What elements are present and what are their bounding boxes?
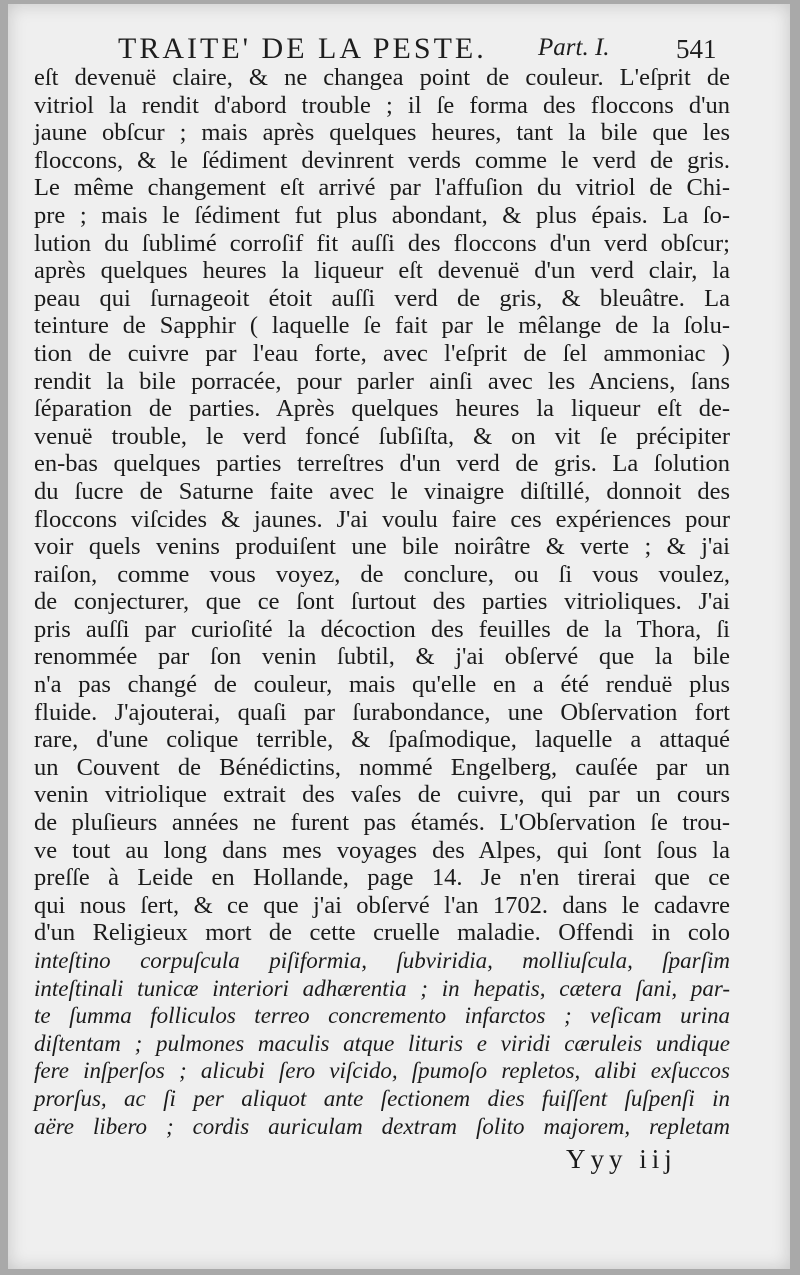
- text-line: pris auſſi par curioſité la décoction des feuilles de la Thora, ſi: [34, 615, 730, 643]
- running-title: TRAITE' DE LA PESTE.: [118, 32, 487, 65]
- text-line: n'a pas changé de couleur, mais qu'elle en a été renduë plus: [34, 671, 730, 699]
- text-line: renommée par ſon venin ſubtil, & j'ai obſervé que la bile: [34, 643, 730, 671]
- text-line: eſt devenuë claire, & ne changea point de couleur. L'eſprit de: [34, 64, 730, 91]
- text-line: fere inſperſos ; alicubi ſero viſcido, ſpumoſo repletos, alibi exſuccos: [34, 1058, 730, 1084]
- text-line: preſſe à Leide en Hollande, page 14. Je n'en tirerai que ce: [34, 864, 730, 892]
- text-line: vitriol la rendit d'abord trouble ; il ſe forma des floccons d'un: [34, 91, 730, 119]
- text-line: lution du ſublimé corroſif fit auſſi des floccons d'un verd obſcur;: [34, 229, 730, 257]
- text-line: un Couvent de Bénédictins, nommé Engelberg, cauſée par un: [34, 753, 730, 781]
- text-line: de pluſieurs années ne furent pas étamés. L'Obſervation ſe trou-: [34, 809, 730, 837]
- text-line: fluide. J'ajouterai, quaſi par ſurabondance, une Obſervation fort: [34, 698, 730, 726]
- text-line: teinture de Sapphir ( laquelle ſe fait par le mêlange de la ſolu-: [34, 312, 730, 340]
- text-line: inteſtino corpuſcula piſiformia, ſubviridia, molliuſcula, ſparſim: [34, 948, 730, 973]
- text-line: floccons, & le ſédiment devinrent verds comme le verd de gris.: [34, 146, 730, 174]
- text-line: venin vitriolique extrait des vaſes de cuivre, qui par un cours: [34, 781, 730, 809]
- book-page: [8, 4, 790, 1269]
- text-line: d'un Religieux mort de cette cruelle maladie. Offendi in colo: [34, 919, 730, 947]
- text-line: raiſon, comme vous voyez, de conclure, ou ſi vous voulez,: [34, 560, 730, 588]
- text-line: diſtentam ; pulmones maculis atque lituris e viridi cæruleis undique: [34, 1030, 730, 1056]
- page-number: 541: [676, 34, 717, 64]
- body-text: [34, 64, 730, 1140]
- text-line: rendit la bile porracée, pour parler ainſi avec les Anciens, ſans: [34, 367, 730, 395]
- text-line: qui nous ſert, & ce que j'ai obſervé l'an 1702. dans le cadavre: [34, 891, 730, 919]
- text-line: Le même changement eſt arrivé par l'affuſion du vitriol de Chi-: [34, 174, 730, 202]
- text-line: ſéparation de parties. Après quelques heures la liqueur eſt de-: [34, 395, 730, 423]
- text-line: floccons viſcides & jaunes. J'ai voulu faire ces expériences pour: [34, 505, 730, 533]
- text-line: peau qui ſurnageoit étoit auſſi verd de gris, & bleuâtre. La: [34, 284, 730, 312]
- text-line: voir quels venins produiſent une bile noirâtre & verte ; & j'ai: [34, 533, 730, 561]
- signature-mark: Yyy iij: [566, 1144, 677, 1174]
- text-line: venuë trouble, le verd foncé ſubſiſta, & on vit ſe précipiter: [34, 422, 730, 450]
- text-line: rare, d'une colique terrible, & ſpaſmodique, laquelle a attaqué: [34, 726, 730, 754]
- part-label: Part. I.: [538, 34, 610, 61]
- text-line: inteſtinali tunicæ interiori adhærentia ; in hepatis, cætera ſani, par-: [34, 975, 730, 1001]
- text-line: du ſucre de Saturne faite avec le vinaigre diſtillé, donnoit des: [34, 477, 730, 505]
- text-line: en-bas quelques parties terreſtres d'un verd de gris. La ſolution: [34, 450, 730, 478]
- text-line: pre ; mais le ſédiment fut plus abondant, & plus épais. La ſo-: [34, 201, 730, 229]
- text-line: ve tout au long dans mes voyages des Alpes, qui ſont ſous la: [34, 836, 730, 864]
- text-line: prorſus, ac ſi per aliquot ante ſectionem dies fuiſſent ſuſpenſi in: [34, 1085, 730, 1111]
- text-line: de conjecturer, que ce ſont ſurtout des parties vitrioliques. J'ai: [34, 588, 730, 616]
- text-line: jaune obſcur ; mais après quelques heures, tant la bile que les: [34, 119, 730, 147]
- text-line: te ſumma folliculos terreo concremento infarctos ; veſicam urina: [34, 1003, 730, 1029]
- text-line: aëre libero ; cordis auriculam dextram ſolito majorem, repletam: [34, 1113, 730, 1139]
- text-line: après quelques heures la liqueur eſt devenuë d'un verd clair, la: [34, 257, 730, 285]
- text-line: tion de cuivre par l'eau forte, avec l'eſprit de ſel ammoniac ): [34, 339, 730, 367]
